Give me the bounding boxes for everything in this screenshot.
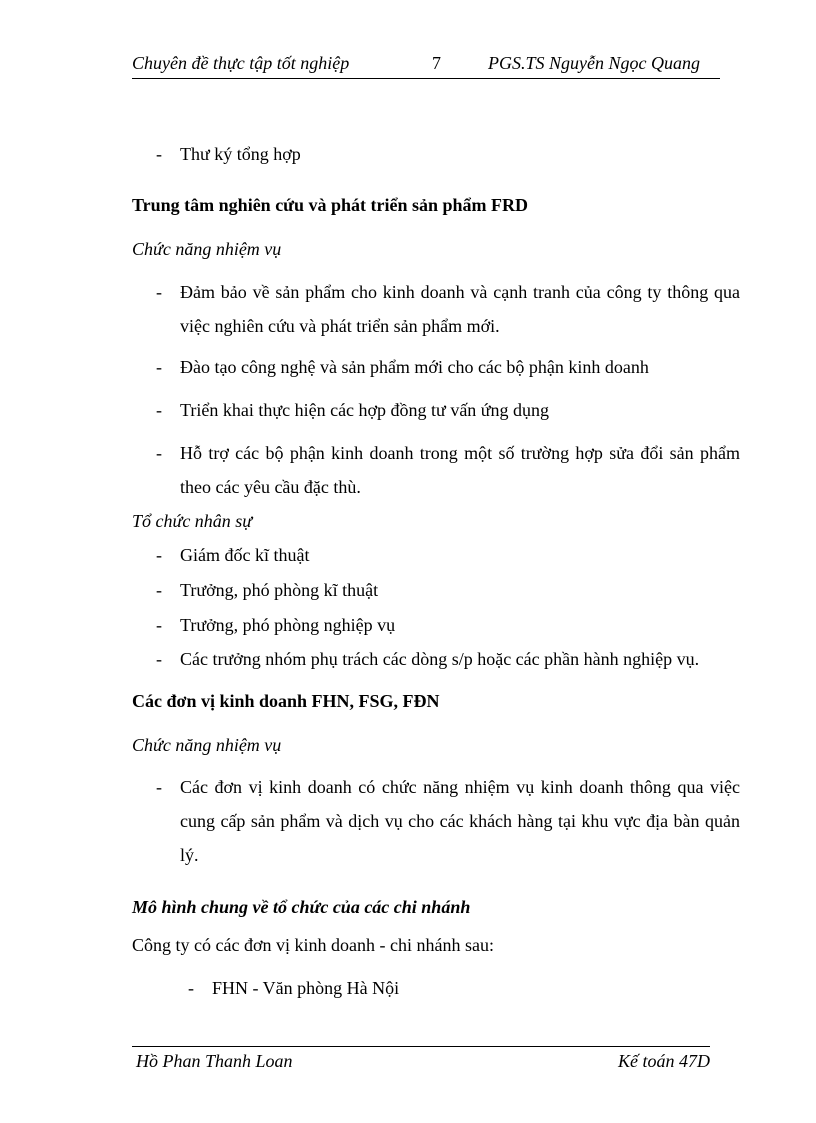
bullet-dash: - — [188, 978, 194, 998]
list-item: Triển khai thực hiện các hợp đồng tư vấn ứng dụng — [180, 400, 550, 420]
header-title: Chuyên đề thực tập tốt nghiệp — [132, 53, 350, 73]
list-item: Thư ký tổng hợp — [180, 144, 301, 164]
bullet-dash: - — [156, 777, 162, 797]
subheading-function: Chức năng nhiệm vụ — [132, 735, 282, 755]
list-item: Các đơn vị kinh doanh có chức năng nhiệm vụ kinh doanh thông qua việc cung cấp sản phẩm và dịch vụ cho các khách hàng tại khu vực địa bàn quản lý. — [180, 777, 740, 865]
page-header — [132, 52, 720, 79]
list-item: Hỗ trợ các bộ phận kinh doanh trong một số trường hợp sửa đổi sản phẩm theo các yêu cầu đặc thù. — [180, 443, 740, 497]
section-heading-branch: Mô hình chung về tổ chức của các chi nhánh — [132, 897, 471, 917]
list-item: Các trưởng nhóm phụ trách các dòng s/p hoặc các phần hành nghiệp vụ. — [180, 649, 700, 669]
section-heading-units: Các đơn vị kinh doanh FHN, FSG, FĐN — [132, 691, 440, 711]
list-item: Trưởng, phó phòng nghiệp vụ — [180, 615, 396, 635]
list-item: FHN - Văn phòng Hà Nội — [212, 978, 400, 998]
bullet-dash: - — [156, 282, 162, 302]
footer-class: Kế toán 47D — [618, 1051, 710, 1071]
list-item: Trưởng, phó phòng kĩ thuật — [180, 580, 379, 600]
list-item: Đào tạo công nghệ và sản phẩm mới cho các bộ phận kinh doanh — [180, 357, 649, 377]
bullet-dash: - — [156, 545, 162, 565]
page-number: 7 — [432, 53, 441, 73]
list-item: Giám đốc kĩ thuật — [180, 545, 310, 565]
bullet-dash: - — [156, 580, 162, 600]
footer-author: Hồ Phan Thanh Loan — [136, 1051, 293, 1071]
bullet-dash: - — [156, 357, 162, 377]
bullet-dash: - — [156, 400, 162, 420]
bullet-dash: - — [156, 649, 162, 669]
intro-text: Công ty có các đơn vị kinh doanh - chi nhánh sau: — [132, 935, 494, 955]
header-author: PGS.TS Nguyễn Ngọc Quang — [488, 53, 700, 73]
bullet-dash: - — [156, 144, 162, 164]
bullet-dash: - — [156, 443, 162, 463]
subheading-staff: Tổ chức nhân sự — [132, 511, 253, 531]
bullet-dash: - — [156, 615, 162, 635]
subheading-function: Chức năng nhiệm vụ — [132, 239, 282, 259]
section-heading-frd: Trung tâm nghiên cứu và phát triển sản phẩm FRD — [132, 195, 529, 215]
list-item: Đảm bảo về sản phẩm cho kinh doanh và cạnh tranh của công ty thông qua việc nghiên cứu và phát triển sản phẩm mới. — [180, 282, 740, 336]
page-footer — [132, 1046, 710, 1071]
